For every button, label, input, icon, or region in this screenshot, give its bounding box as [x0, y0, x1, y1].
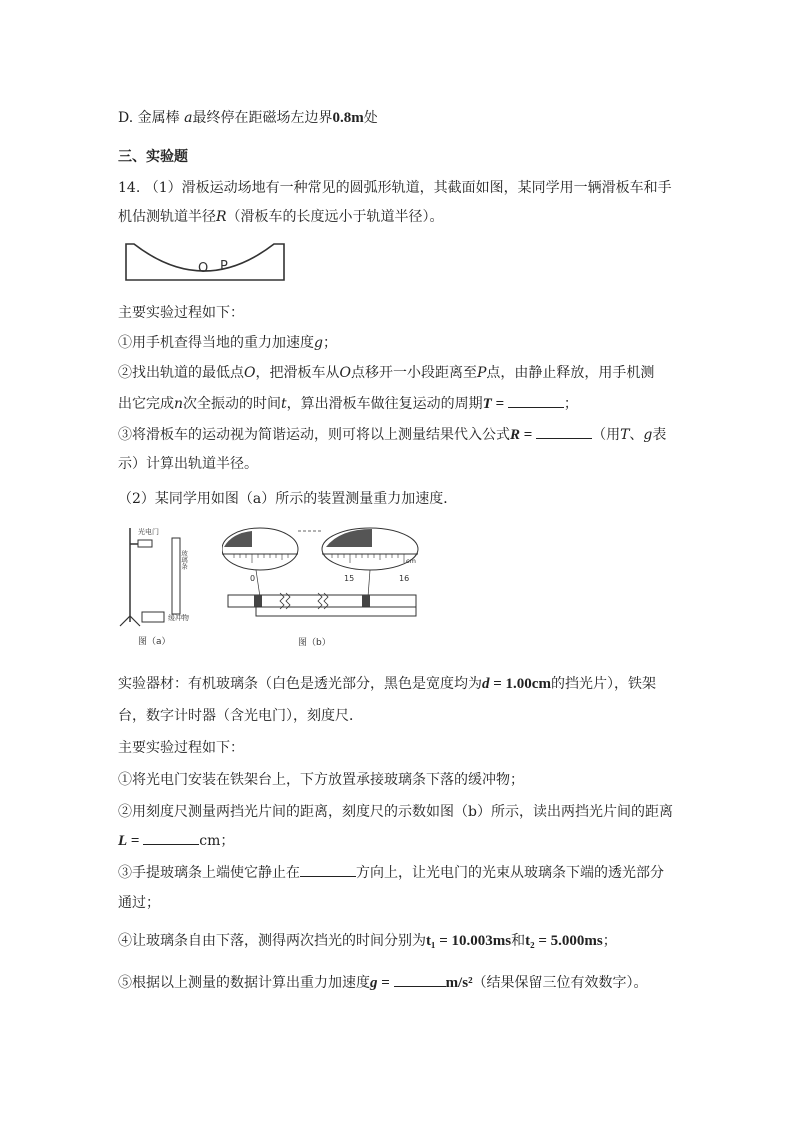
- option-d: [118, 108, 378, 128]
- step-2-2: ②用刻度尺测量两挡光片间的距离，刻度尺的示数如图（b）所示，读出两挡光片间的距离: [118, 804, 673, 820]
- s25a: ⑤根据以上测量的数据计算出重力加速度: [118, 975, 370, 991]
- step-1-3: [118, 424, 666, 445]
- step-2-2b: [118, 830, 234, 851]
- q14-line2-b: （滑板车的长度远小于轨道半径）。: [226, 209, 444, 225]
- label-photogate: 光电门: [138, 528, 159, 536]
- figure-b: [222, 527, 420, 651]
- section-title: 三、实验题: [118, 149, 188, 165]
- s2ba: 出它完成: [118, 396, 174, 412]
- s25g: g: [370, 975, 378, 991]
- s2c: 点移开一小段距离至: [350, 365, 477, 381]
- materials-line2: 台，数字计时器（含光电门），刻度尺．: [118, 708, 363, 724]
- shading-plate-1: [254, 595, 262, 607]
- option-d-suffix: 处: [363, 110, 378, 126]
- s2bc: ，算出滑板车做往复运动的周期: [286, 396, 483, 412]
- answer-blank-direction[interactable]: [300, 862, 356, 877]
- option-d-prefix: D. 金属棒: [118, 110, 180, 126]
- s25eq: =: [377, 975, 394, 991]
- q14-part2-line1: （2）某同学用如图（a）所示的装置测量重力加速度．: [118, 491, 458, 507]
- step-2-3: [118, 862, 664, 883]
- q14-line2-a: 机估测轨道半径: [118, 209, 216, 225]
- label-glass-strip: 玻璃条: [180, 550, 188, 570]
- s3eq: =: [520, 427, 537, 443]
- s2p: P: [476, 365, 487, 381]
- mat-a: 实验器材：有机玻璃条（白色是透光部分，黑色是宽度均为: [118, 676, 482, 692]
- glass-strip: [172, 538, 180, 614]
- mat-val: = 1.00cm: [489, 676, 551, 692]
- s24end: ；: [602, 933, 617, 949]
- figure-a: [118, 520, 200, 652]
- s2b: ，把滑板车从: [255, 365, 340, 381]
- s2bn: n: [174, 396, 184, 412]
- q14-line2-var: R: [216, 209, 227, 225]
- step-1-1-var: g: [314, 335, 323, 351]
- s23a: ③手提玻璃条上端使它静止在: [118, 865, 300, 881]
- option-d-var: a: [184, 110, 193, 126]
- s3g: g: [643, 427, 653, 443]
- answer-blank-length[interactable]: [143, 830, 199, 845]
- s24and: 和: [511, 933, 526, 949]
- s2o1: O: [244, 365, 256, 381]
- s24t2: t₂ = 5.000ms: [525, 933, 603, 949]
- option-d-mid: 最终停在距磁场左边界: [192, 110, 333, 126]
- q14-line2: [118, 207, 444, 227]
- track-label-p: P: [220, 259, 228, 274]
- s3T: T: [620, 427, 630, 443]
- shading-plate-2: [362, 595, 370, 607]
- s2bT: T: [482, 396, 492, 412]
- mat-b: 的挡光片），铁架: [550, 676, 656, 692]
- s3c: 表: [652, 427, 667, 443]
- s23b: 方向上，让光电门的光束从玻璃条下端的透光部分: [356, 865, 664, 881]
- caption-b: 图（b）: [298, 638, 331, 648]
- main-process-2: 主要实验过程如下：: [118, 740, 244, 756]
- s2bend: ；: [563, 396, 578, 412]
- step-1-1: [118, 333, 337, 353]
- track-figure: [124, 240, 286, 282]
- s3sep: 、: [629, 427, 644, 443]
- ruler-body: [256, 607, 416, 616]
- pointer-right: [368, 570, 370, 597]
- step-1-1-a: ①用手机查得当地的重力加速度: [118, 335, 314, 351]
- s2bt: t: [281, 396, 287, 412]
- s25b: （结果保留三位有效数字）。: [472, 975, 648, 991]
- pointer-left: [256, 570, 260, 597]
- zoom-oval-left: [222, 528, 298, 570]
- s24a: ④让玻璃条自由下落，测得两次挡光的时间分别为: [118, 933, 426, 949]
- answer-blank-radius[interactable]: [536, 424, 592, 439]
- s3b: （用: [592, 427, 621, 443]
- s2o2: O: [339, 365, 351, 381]
- option-d-value: 0.8m: [332, 110, 364, 126]
- label-buffer: 缓冲物: [168, 614, 189, 622]
- tick-15: 15: [344, 574, 355, 583]
- s24t1: t₁ = 10.003ms: [426, 933, 512, 949]
- tick-16: 16: [399, 574, 410, 583]
- track-label-o: O: [198, 261, 209, 276]
- s22unit: cm；: [199, 833, 235, 849]
- step-2-4: [118, 931, 617, 951]
- buffer-box: [142, 612, 164, 622]
- s22L: L: [118, 833, 128, 849]
- s2bb: 次全振动的时间: [183, 396, 282, 412]
- photogate-box: [138, 540, 152, 547]
- mat-d: d: [482, 676, 490, 692]
- s3a: ③将滑板车的运动视为简谐运动，则可将以上测量结果代入公式: [118, 427, 510, 443]
- unit-cm: cm: [406, 557, 416, 565]
- q14-line1: 14. （1）滑板运动场地有一种常见的圆弧形轨道，其截面如图，某同学用一辆滑板车和手: [118, 180, 672, 196]
- step-1-2: [118, 363, 654, 383]
- s25unit: m/s²: [445, 975, 473, 991]
- main-process-1: 主要实验过程如下：: [118, 305, 244, 321]
- tick-0: 0: [250, 574, 256, 583]
- step-2-3b: 通过；: [118, 895, 160, 911]
- s3R: R: [510, 427, 521, 443]
- step-1-3b: 示）计算出轨道半径。: [118, 456, 258, 472]
- step-2-5: [118, 972, 648, 993]
- s2a: ②找出轨道的最低点: [118, 365, 244, 381]
- step-1-2b: [118, 393, 578, 414]
- s2d: 点，由静止释放，用手机测: [486, 365, 655, 381]
- s22eq: =: [127, 833, 144, 849]
- s2beq: =: [491, 396, 508, 412]
- answer-blank-period[interactable]: [508, 393, 564, 408]
- caption-a: 图（a）: [138, 637, 171, 647]
- materials-line1: [118, 674, 656, 694]
- step-2-1: ①将光电门安装在铁架台上，下方放置承接玻璃条下落的缓冲物；: [118, 772, 524, 788]
- step-1-1-b: ；: [322, 335, 337, 351]
- answer-blank-gravity[interactable]: [394, 972, 446, 987]
